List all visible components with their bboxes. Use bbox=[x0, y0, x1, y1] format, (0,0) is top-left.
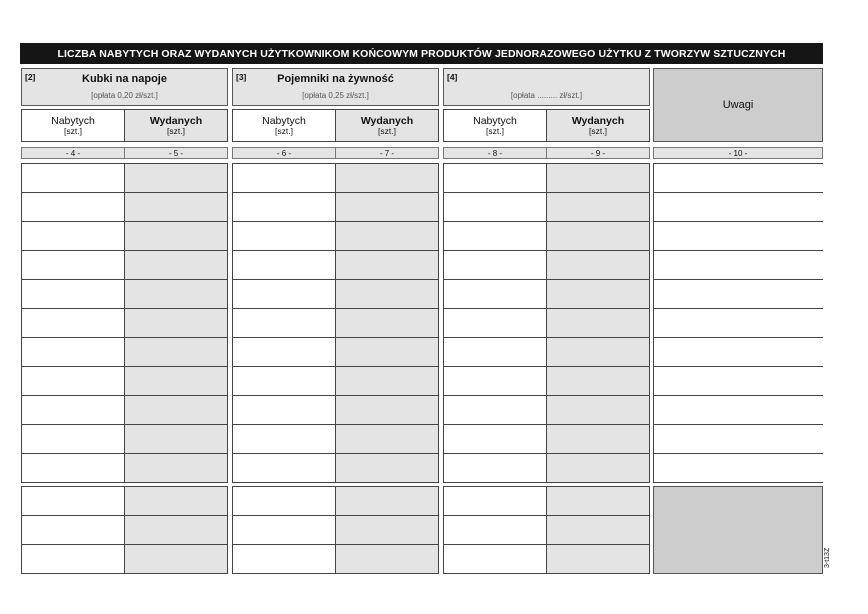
remarks-line[interactable] bbox=[653, 221, 823, 222]
column-number: - 4 - bbox=[21, 147, 125, 159]
remarks-area bbox=[653, 163, 823, 483]
summary-cell[interactable] bbox=[124, 515, 228, 545]
product-number: [2] bbox=[25, 72, 36, 82]
remarks-line[interactable] bbox=[653, 308, 823, 309]
data-cell[interactable] bbox=[335, 279, 439, 309]
remarks-header: Uwagi bbox=[653, 68, 823, 142]
subheader-issued bbox=[546, 109, 650, 142]
data-cell[interactable] bbox=[335, 395, 439, 425]
remarks-line[interactable] bbox=[653, 453, 823, 454]
product-fee: [opłata ......... zł/szt.] bbox=[510, 91, 583, 100]
subheader-label: Wydanych bbox=[360, 114, 414, 127]
subheader-label: Nabytych bbox=[473, 114, 517, 127]
summary-cell[interactable] bbox=[21, 515, 125, 545]
summary-cell[interactable] bbox=[546, 544, 650, 574]
product-header-1 bbox=[21, 68, 228, 106]
data-cell[interactable] bbox=[21, 250, 125, 280]
summary-cell[interactable] bbox=[232, 486, 336, 516]
data-cell[interactable] bbox=[335, 192, 439, 222]
summary-cell[interactable] bbox=[443, 544, 547, 574]
subheader-acquired bbox=[443, 109, 547, 142]
data-cell[interactable] bbox=[232, 424, 336, 454]
product-name: Pojemniki na żywność bbox=[277, 73, 394, 85]
data-cell[interactable] bbox=[443, 453, 547, 483]
data-cell[interactable] bbox=[443, 424, 547, 454]
product-fee: [opłata 0,25 zł/szt.] bbox=[302, 91, 369, 100]
subheader-label: Nabytych bbox=[262, 114, 306, 127]
data-cell[interactable] bbox=[443, 250, 547, 280]
product-number: [3] bbox=[236, 72, 247, 82]
data-cell[interactable] bbox=[124, 424, 228, 454]
remarks-line[interactable] bbox=[653, 395, 823, 396]
data-cell[interactable] bbox=[546, 279, 650, 309]
data-cell[interactable] bbox=[124, 366, 228, 396]
data-cell[interactable] bbox=[232, 366, 336, 396]
subheader-label: Nabytych bbox=[51, 114, 95, 127]
remarks-summary bbox=[653, 486, 823, 574]
data-cell[interactable] bbox=[124, 279, 228, 309]
data-cell[interactable] bbox=[443, 337, 547, 367]
product-header-3 bbox=[443, 68, 650, 106]
subheader-acquired bbox=[232, 109, 336, 142]
data-cell[interactable] bbox=[21, 395, 125, 425]
data-cell[interactable] bbox=[546, 366, 650, 396]
product-name: Kubki na napoje bbox=[82, 73, 167, 85]
data-cell[interactable] bbox=[124, 250, 228, 280]
data-cell[interactable] bbox=[443, 395, 547, 425]
summary-cell[interactable] bbox=[335, 486, 439, 516]
subheader-unit: [szt.] bbox=[64, 125, 82, 136]
subheader-label: Wydanych bbox=[149, 114, 203, 127]
remarks-line[interactable] bbox=[653, 424, 823, 425]
data-cell[interactable] bbox=[546, 192, 650, 222]
data-cell[interactable] bbox=[124, 163, 228, 193]
column-number: - 7 - bbox=[335, 147, 439, 159]
summary-cell[interactable] bbox=[335, 515, 439, 545]
data-cell[interactable] bbox=[232, 192, 336, 222]
summary-cell[interactable] bbox=[335, 544, 439, 574]
data-cell[interactable] bbox=[232, 250, 336, 280]
column-number: - 10 - bbox=[653, 147, 823, 159]
data-cell[interactable] bbox=[124, 395, 228, 425]
summary-cell[interactable] bbox=[546, 515, 650, 545]
product-header-2 bbox=[232, 68, 439, 106]
subheader-label: Wydanych bbox=[571, 114, 625, 127]
data-cell[interactable] bbox=[546, 395, 650, 425]
data-cell[interactable] bbox=[443, 279, 547, 309]
data-cell[interactable] bbox=[124, 192, 228, 222]
data-cell[interactable] bbox=[335, 308, 439, 338]
remarks-line[interactable] bbox=[653, 250, 823, 251]
column-number: - 9 - bbox=[546, 147, 650, 159]
subheader-unit: [szt.] bbox=[167, 125, 185, 136]
data-cell[interactable] bbox=[546, 308, 650, 338]
data-cell[interactable] bbox=[21, 453, 125, 483]
data-cell[interactable] bbox=[335, 250, 439, 280]
data-cell[interactable] bbox=[124, 337, 228, 367]
data-cell[interactable] bbox=[335, 366, 439, 396]
summary-cell[interactable] bbox=[546, 486, 650, 516]
subheader-unit: [szt.] bbox=[486, 125, 504, 136]
data-cell[interactable] bbox=[21, 279, 125, 309]
data-cell[interactable] bbox=[232, 395, 336, 425]
data-cell[interactable] bbox=[21, 337, 125, 367]
data-cell[interactable] bbox=[21, 366, 125, 396]
remarks-line[interactable] bbox=[653, 192, 823, 193]
data-cell[interactable] bbox=[335, 424, 439, 454]
data-cell[interactable] bbox=[546, 221, 650, 251]
column-number: - 6 - bbox=[232, 147, 336, 159]
summary-cell[interactable] bbox=[124, 544, 228, 574]
data-cell[interactable] bbox=[21, 221, 125, 251]
data-cell[interactable] bbox=[546, 337, 650, 367]
data-cell[interactable] bbox=[335, 163, 439, 193]
data-cell[interactable] bbox=[124, 221, 228, 251]
data-cell[interactable] bbox=[546, 453, 650, 483]
data-cell[interactable] bbox=[21, 163, 125, 193]
summary-cell[interactable] bbox=[21, 486, 125, 516]
data-cell[interactable] bbox=[443, 192, 547, 222]
data-cell[interactable] bbox=[335, 337, 439, 367]
product-number: [4] bbox=[447, 72, 458, 82]
column-number: - 8 - bbox=[443, 147, 547, 159]
data-cell[interactable] bbox=[546, 250, 650, 280]
subheader-issued bbox=[124, 109, 228, 142]
summary-cell[interactable] bbox=[443, 515, 547, 545]
remarks-line[interactable] bbox=[653, 337, 823, 338]
data-cell[interactable] bbox=[335, 453, 439, 483]
subheader-unit: [szt.] bbox=[589, 125, 607, 136]
data-cell[interactable] bbox=[232, 163, 336, 193]
data-cell[interactable] bbox=[443, 221, 547, 251]
data-cell[interactable] bbox=[232, 308, 336, 338]
summary-cell[interactable] bbox=[232, 515, 336, 545]
column-number: - 5 - bbox=[124, 147, 228, 159]
data-cell[interactable] bbox=[232, 279, 336, 309]
subheader-acquired bbox=[21, 109, 125, 142]
summary-cell[interactable] bbox=[21, 544, 125, 574]
data-cell[interactable] bbox=[546, 163, 650, 193]
data-cell[interactable] bbox=[443, 366, 547, 396]
data-cell[interactable] bbox=[232, 453, 336, 483]
data-cell[interactable] bbox=[546, 424, 650, 454]
data-cell[interactable] bbox=[232, 337, 336, 367]
form-title: LICZBA NABYTYCH ORAZ WYDANYCH UŻYTKOWNIKOM KOŃCOWYM PRODUKTÓW JEDNORAZOWEGO UŻYTKU Z TWORZYW SZTUCZNYCH bbox=[20, 43, 823, 64]
data-cell[interactable] bbox=[443, 163, 547, 193]
subheader-unit: [szt.] bbox=[378, 125, 396, 136]
data-cell[interactable] bbox=[21, 424, 125, 454]
summary-cell[interactable] bbox=[232, 544, 336, 574]
summary-cell[interactable] bbox=[124, 486, 228, 516]
data-cell[interactable] bbox=[443, 308, 547, 338]
summary-cell[interactable] bbox=[443, 486, 547, 516]
remarks-line[interactable] bbox=[653, 366, 823, 367]
data-cell[interactable] bbox=[124, 453, 228, 483]
data-cell[interactable] bbox=[124, 308, 228, 338]
data-cell[interactable] bbox=[232, 221, 336, 251]
data-cell[interactable] bbox=[21, 308, 125, 338]
data-cell[interactable] bbox=[335, 221, 439, 251]
subheader-issued bbox=[335, 109, 439, 142]
subheader-unit: [szt.] bbox=[275, 125, 293, 136]
data-cell[interactable] bbox=[21, 192, 125, 222]
remarks-line[interactable] bbox=[653, 279, 823, 280]
product-fee: [opłata 0,20 zł/szt.] bbox=[91, 91, 158, 100]
form-code: 3-t13Z bbox=[824, 547, 831, 568]
